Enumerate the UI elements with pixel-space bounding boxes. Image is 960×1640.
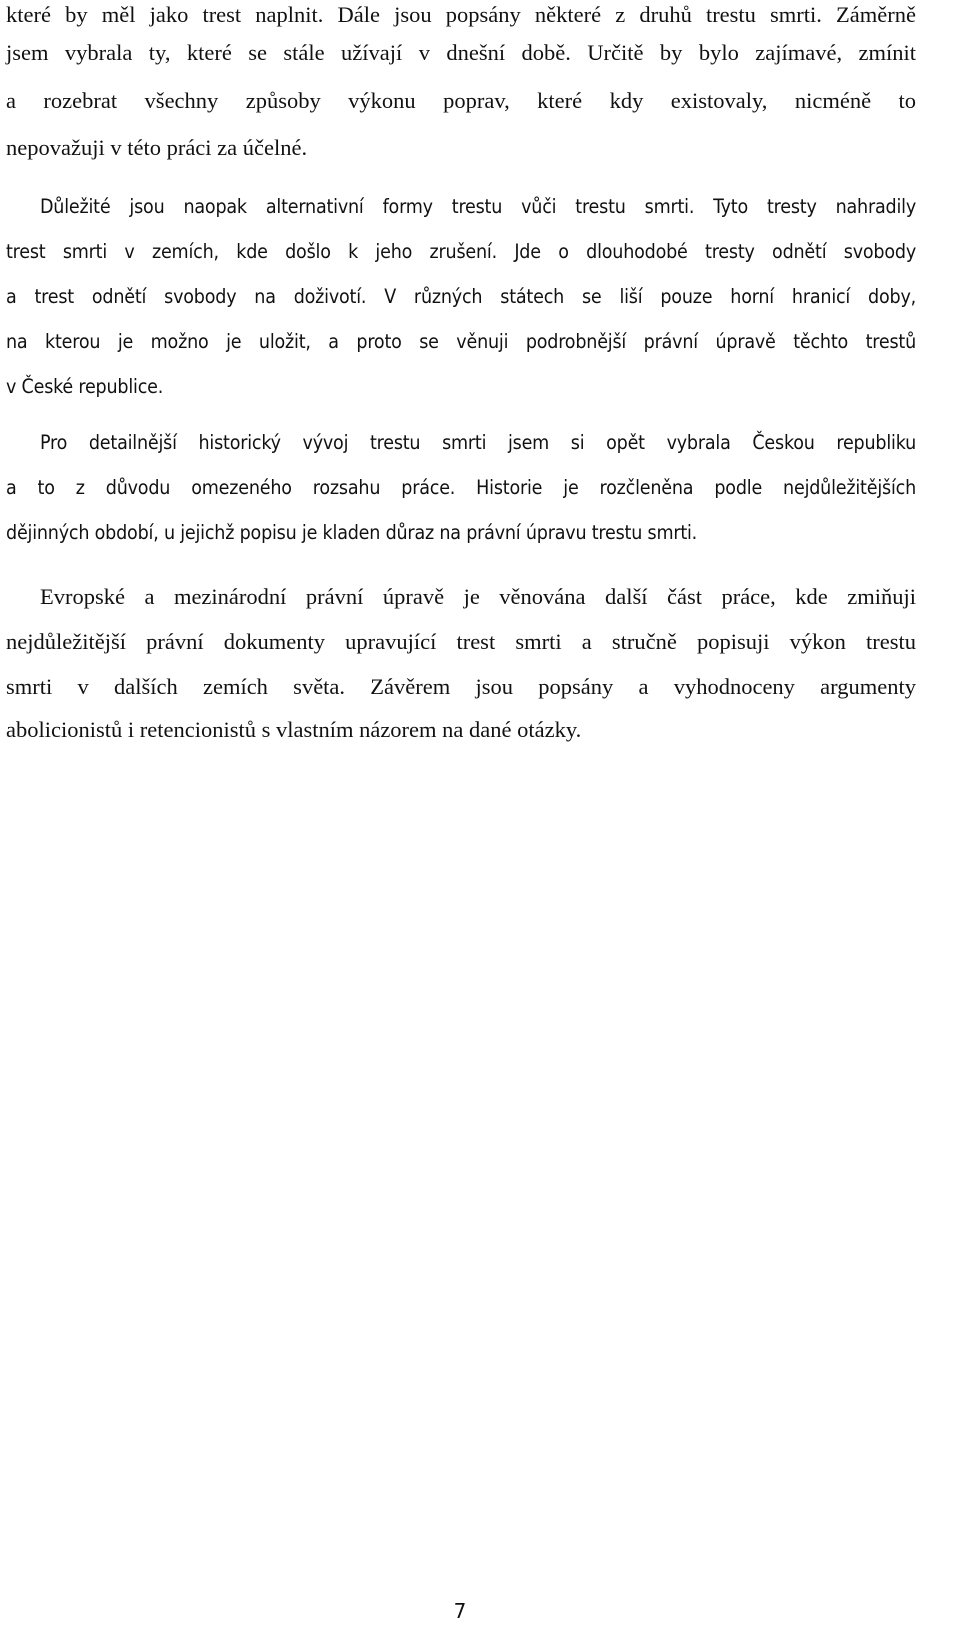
text-line: dějinných období, u jejichž popisu je kladen důraz na právní úpravu trestu smrti. [6, 521, 698, 544]
text-line: v České republice. [6, 375, 164, 398]
text-line: Důležité jsou naopak alternativní formy trestu vůči trestu smrti. Tyto tresty nahradily [40, 195, 916, 218]
text-line: na kterou je možno je uložit, a proto se věnuji podrobnější právní úpravě těchto trestů [6, 330, 916, 353]
text-line: nejdůležitější právní dokumenty upravující trest smrti a stručně popisuji výkon trestu [6, 629, 916, 654]
text-line: a trest odnětí svobody na doživotí. V různých státech se liší pouze horní hranicí doby, [6, 285, 916, 308]
text-line: trest smrti v zemích, kde došlo k jeho zrušení. Jde o dlouhodobé tresty odnětí svobody [6, 240, 916, 263]
text-line: nepovažuji v této práci za účelné. [6, 135, 308, 160]
text-line: které by měl jako trest naplnit. Dále jsou popsány některé z druhů trestu smrti. Záměrně [6, 2, 916, 27]
text-line: smrti v dalších zemích světa. Závěrem jsou popsány a vyhodnoceny argumenty [6, 674, 916, 699]
text-line: Evropské a mezinárodní právní úpravě je věnována další část práce, kde zmiňuji [40, 584, 916, 609]
text-line: jsem vybrala ty, které se stále užívají v dnešní době. Určitě by bylo zajímavé, zmínit [6, 40, 916, 65]
text-line: abolicionistů i retencionistů s vlastním názorem na dané otázky. [6, 717, 582, 742]
text-line: a rozebrat všechny způsoby výkonu poprav, které kdy existovaly, nicméně to [6, 88, 916, 113]
text-line: a to z důvodu omezeného rozsahu práce. Historie je rozčleněna podle nejdůležitějších [6, 476, 916, 499]
page-number: 7 [453, 1599, 467, 1623]
text-line: Pro detailnější historický vývoj trestu smrti jsem si opět vybrala Českou republiku [40, 431, 916, 454]
